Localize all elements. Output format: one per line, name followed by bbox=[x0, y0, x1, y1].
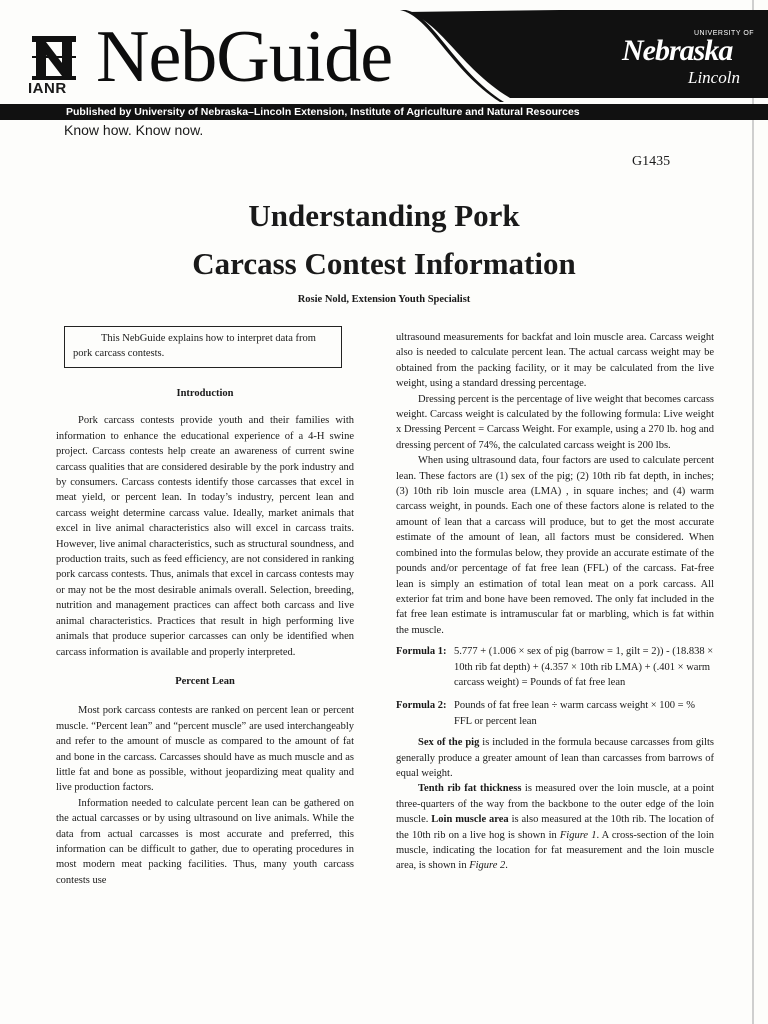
percent-lean-heading: Percent Lean bbox=[175, 675, 235, 687]
formula-2-body: Pounds of fat free lean ÷ warm carcass weight × 100 = % FFL or percent lean bbox=[454, 700, 695, 727]
author-line: Rosie Nold, Extension Youth Specialist bbox=[297, 294, 471, 305]
formula-1-body: 5.777 + (1.006 × sex of pig (barrow = 1, gilt = 2)) - (18.838 × 10th rib fat depth) + (4.357 × 10th rib LMA) + (.401 × warm carcass weight) = Pounds of fat free lean bbox=[454, 646, 714, 688]
rib-fat-term: Tenth rib fat thickness bbox=[418, 783, 522, 795]
sex-of-pig-paragraph bbox=[396, 735, 714, 781]
formula-1-label: Formula 1: bbox=[396, 646, 447, 658]
tagline: Know how. Know now. bbox=[64, 122, 204, 138]
page-edge bbox=[752, 0, 754, 1024]
ultrasound-factors-paragraph: When using ultrasound data, four factors are used to calculate percent lean. These factors are (1) sex of the pig; (2) 10th rib fat depth, in inches; (3) 10th rib loin muscle area (LMA) , in square inches; and (4) warm carcass weight, in pounds. Each one of these factors alone is related to the amount of lean that a carcass will produce, but to get the most accurate estimate of the amount of lean, all factors must be considered. When combined into the formulas below, they provide an accurate estimate of the pounds and/or percentage of fat free lean (FFL) of the carcass. Fat-free lean is simply an estimation of total lean meat on a pork carcass. All exterior fat trim and bone have been removed. The only fat included in the fat free lean estimate is intramuscular fat or marbling, which is fat within the muscle. bbox=[396, 455, 714, 636]
rib-fat-text-d: . bbox=[505, 860, 508, 872]
publisher-bar-left bbox=[0, 104, 60, 120]
figure-1-ref[interactable]: Figure 1 bbox=[559, 829, 597, 841]
document-title-line2: Carcass Contest Information bbox=[192, 246, 576, 281]
dressing-percent-paragraph: Dressing percent is the percentage of live weight that becomes carcass weight. Carcass weight is calculated by the following formula: Live weight x Dressing Percent = Carcass Weight. For example, using a 270 lb. hog and dressing percent of 74%, the calculated carcass weight is 200 lbs. bbox=[396, 393, 714, 451]
nebguide-logo-title: NebGuide bbox=[96, 16, 393, 98]
summary-text: This NebGuide explains how to interpret data from pork carcass contests. bbox=[73, 333, 316, 359]
percent-lean-paragraph-2: Information needed to calculate percent lean can be gathered on the actual carcasses or by using ultrasound on live animals. While the data from actual carcasses is most accurate and preferred, this information can be difficult to gather, due to operating procedures in most modern meat packing facilities. Thus, many youth carcass contests use bbox=[56, 797, 354, 886]
publication-number: G1435 bbox=[632, 154, 671, 169]
formula-2 bbox=[396, 698, 714, 729]
rib-fat-text-a: is measured over the loin muscle, at a point three-quarters of the way from the backbone to the outer edge of the loin muscle. bbox=[396, 783, 715, 826]
rib-fat-text-c: . A cross-section of the loin muscle, indicating the location for fat measurement and the loin muscle area, is shown in bbox=[396, 829, 714, 872]
publisher-bar: Published by University of Nebraska–Lincoln Extension, Institute of Agriculture and Natural Resources bbox=[60, 104, 768, 120]
rib-fat-text-b: is also measured at the 10th rib. The location of the 10th rib on a live hog is shown in bbox=[396, 814, 714, 841]
rib-fat-paragraph bbox=[396, 781, 714, 873]
introduction-paragraph: Pork carcass contests provide youth and their families with information to enhance the educational experience of a 4-H swine project. Carcass contests help create an awareness of current swine carcass qualities that are considered desirable by the pork industry and by consumers. Carcass contests identify those carcasses that excel in meat yield, or percent lean. In today’s industry, percent lean and carcass weight determine carcass value. Ideally, market animals that excel in live animal characteristics also will excel in carcass traits. However, live animal characteristics, such as structural soundness, and production traits, such as feed efficiency, are not considered in ranking pork carcass contests. Thus, animals that excel in carcass contests may or may not be the most desirable animals overall. Selection, breeding, nutrition and management practices can affect both carcass and live animal characteristics. Practices that result in high performing live animals that produce superior carcasses can only be identified when carcass information is available and properly interpreted. bbox=[56, 415, 354, 658]
loin-muscle-term: Loin muscle area bbox=[431, 814, 509, 826]
unl-nebraska-wordmark: Nebraska bbox=[622, 34, 733, 67]
ultrasound-paragraph: ultrasound measurements for backfat and loin muscle area. Carcass weight also is needed to calculate percent lean. The actual carcass weight may be obtained from the packing facility, or it may be calculated from the live weight, using a standard dressing percentage. bbox=[396, 332, 714, 390]
percent-lean-paragraph-1: Most pork carcass contests are ranked on percent lean or percent muscle. “Percent lean” and “percent muscle” are used interchangeably and refer to the amount of muscle as compared to the amount of fat and bone in the carcass. Carcasses should have as much muscle and as little fat and bone as possible, without jeopardizing meat quality and live production factors. bbox=[56, 705, 354, 794]
left-column bbox=[56, 388, 354, 888]
document-title-line1: Understanding Pork bbox=[248, 198, 520, 233]
unl-lincoln-wordmark: Lincoln bbox=[688, 68, 740, 87]
formula-2-label: Formula 2: bbox=[396, 700, 447, 712]
summary-box bbox=[64, 326, 342, 368]
sex-of-pig-text: is included in the formula because carcasses from gilts generally produce a greater amount of lean than carcasses from barrows of equal weight. bbox=[396, 737, 714, 779]
sex-of-pig-term: Sex of the pig bbox=[418, 737, 480, 749]
ianr-label: IANR bbox=[28, 80, 67, 97]
introduction-heading: Introduction bbox=[176, 388, 234, 399]
right-column bbox=[396, 330, 714, 874]
formula-1 bbox=[396, 644, 714, 690]
unl-university-of: UNIVERSITY OF bbox=[694, 30, 755, 37]
figure-2-ref[interactable]: Figure 2 bbox=[469, 860, 506, 872]
